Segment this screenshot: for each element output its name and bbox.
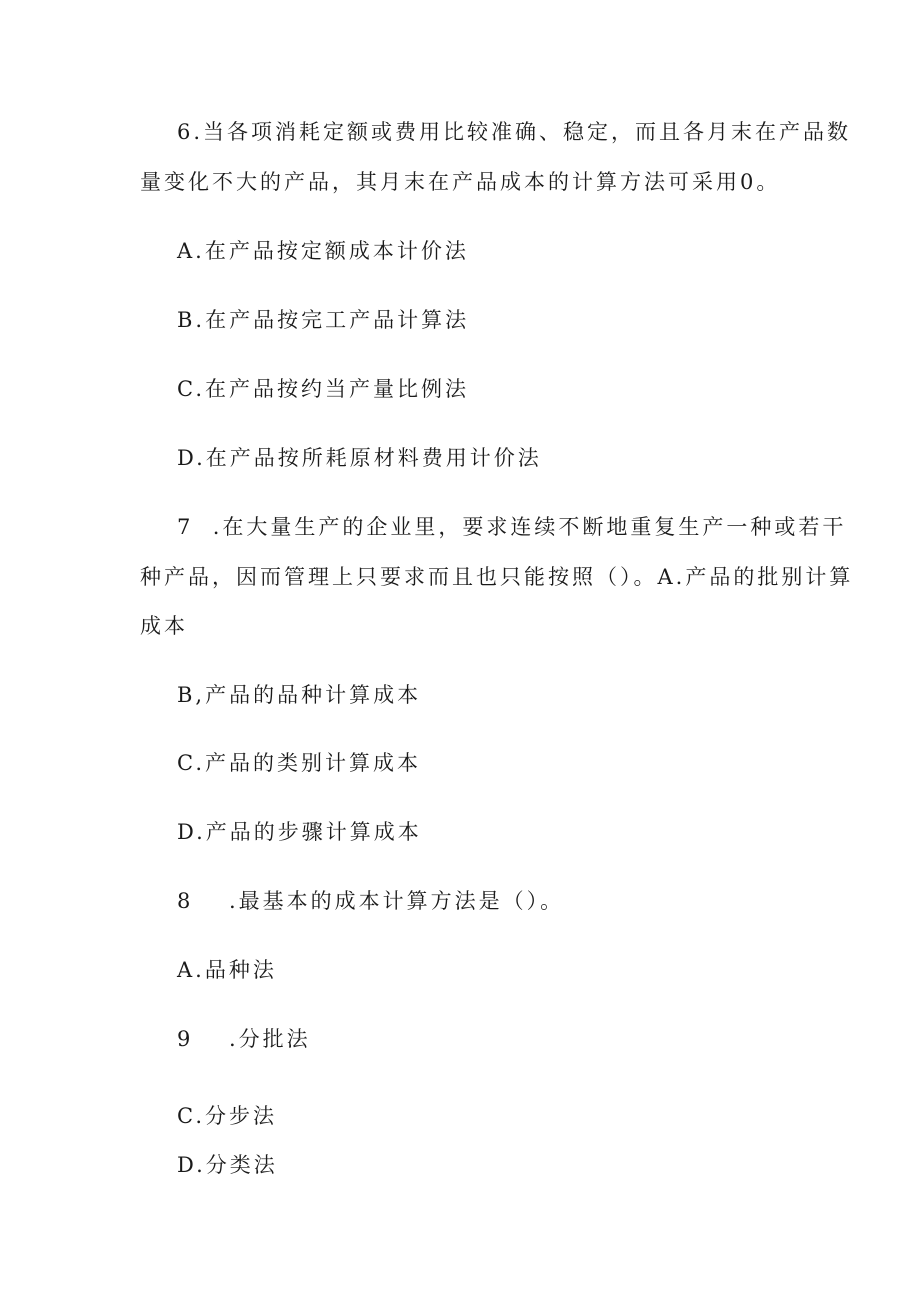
question-6-option-b: B.在产品按完工产品计算法: [177, 308, 470, 332]
question-9-option-c: C.分步法: [177, 1104, 277, 1128]
question-7-option-d: D.产品的步骤计算成本: [177, 820, 422, 844]
question-7-option-b: B,产品的品种计算成本: [177, 683, 422, 707]
question-7-line-1: 7 .在大量生产的企业里，要求连续不断地重复生产一种或若干: [177, 515, 847, 539]
question-7-line-2: 种产品，因而管理上只要求而且也只能按照（）。A.产品的批别计算: [140, 565, 854, 589]
question-9-number: 9: [177, 1027, 194, 1051]
question-9-option-d: D.分类法: [177, 1153, 278, 1177]
question-6-option-c: C.在产品按约当产量比例法: [177, 377, 469, 401]
question-8-text: .最基本的成本计算方法是（）。: [229, 889, 565, 913]
question-7-line-3: 成本: [140, 614, 188, 638]
question-6-line-2: 量变化不大的产品，其月末在产品成本的计算方法可采用0。: [140, 170, 781, 194]
question-8-number: 8: [177, 889, 194, 913]
question-6-option-a: A.在产品按定额成本计价法: [177, 239, 469, 263]
question-8-option-a: A.品种法: [177, 958, 277, 982]
question-9-text: .分批法: [229, 1027, 311, 1051]
question-6-option-d: D.在产品按所耗原材料费用计价法: [177, 446, 542, 470]
question-6-line-1: 6.当各项消耗定额或费用比较准确、稳定，而且各月末在产品数: [177, 120, 852, 144]
question-7-option-c: C.产品的类别计算成本: [177, 751, 421, 775]
